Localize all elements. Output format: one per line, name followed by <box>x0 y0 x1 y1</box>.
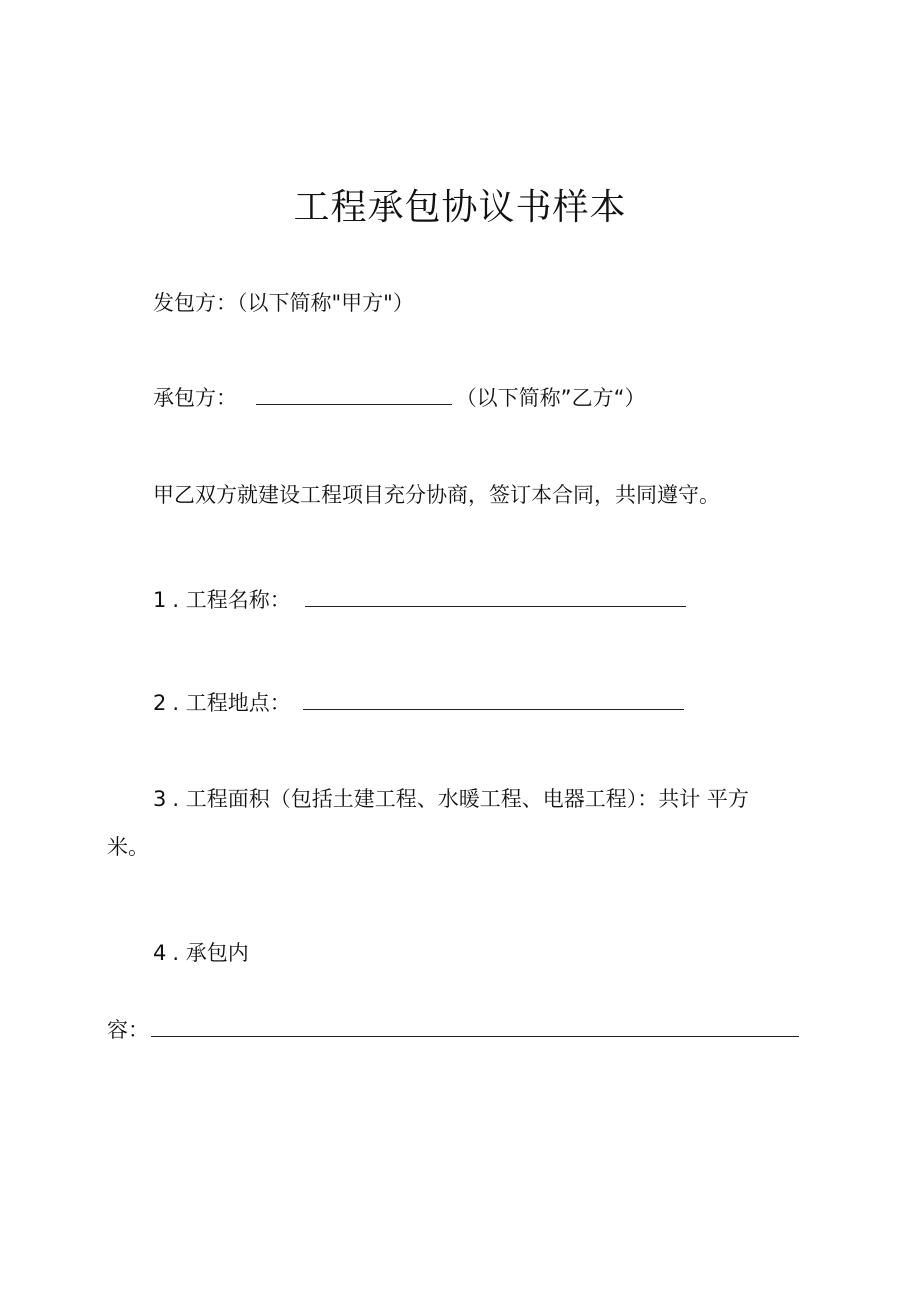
item-label: . 工程地点： <box>172 691 291 715</box>
item-project-area <box>153 784 749 814</box>
item-label: . 承包内 <box>172 941 249 965</box>
contractor-blank-field[interactable] <box>256 384 452 405</box>
item-project-name <box>153 585 686 615</box>
item-scope-continued <box>107 1015 799 1045</box>
document-title: 工程承包协议书样本 <box>293 187 627 228</box>
item-number: 2 <box>153 691 167 715</box>
item-number: 3 <box>153 787 167 811</box>
item-label: . 工程名称： <box>172 588 291 612</box>
project-location-blank-field[interactable] <box>303 689 684 710</box>
scope-blank-field[interactable] <box>151 1016 799 1037</box>
project-name-blank-field[interactable] <box>305 586 686 607</box>
employer-line <box>153 288 414 318</box>
item-number: 1 <box>153 588 167 612</box>
employer-suffix: （以下简称"甲方"） <box>237 291 414 315</box>
contractor-line <box>153 383 645 413</box>
contractor-label: 承包方： <box>153 386 237 410</box>
contractor-suffix: （以下简称”乙方“） <box>455 386 646 410</box>
employer-label: 发包方： <box>153 291 237 315</box>
item-number: 4 <box>153 941 167 965</box>
item-project-location <box>153 688 684 718</box>
intro-paragraph: 甲乙双方就建设工程项目充分协商，签订本合同，共同遵守。 <box>153 483 720 507</box>
item-scope <box>153 938 249 968</box>
item-label: . 工程面积（包括土建工程、水暖工程、电器工程）：共计 平方 <box>172 787 749 811</box>
item-project-area-continued: 米。 <box>107 835 149 859</box>
item-scope-label: 容： <box>107 1018 149 1042</box>
